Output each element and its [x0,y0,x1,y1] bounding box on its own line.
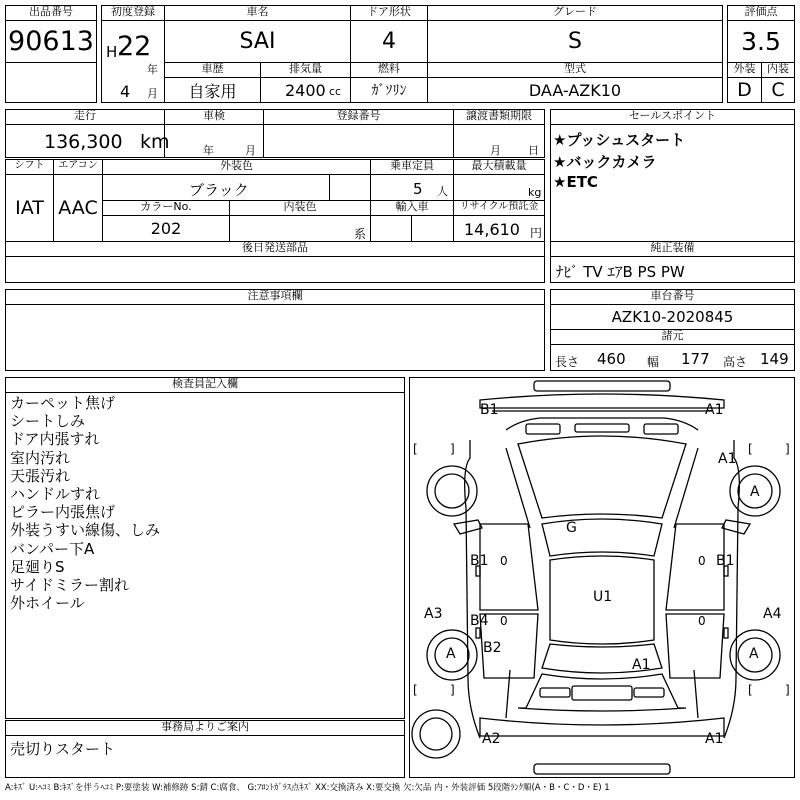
recycle-unit: 円 [530,226,543,240]
displacement: 2400 [285,81,326,100]
int-color-label: 内装色 [229,200,371,216]
doors: 4 [350,20,428,63]
equipment-cell [550,256,795,283]
aircon: AAC [53,174,103,242]
mileage-cell [5,124,170,158]
inspector-item: 天張汚れ [10,466,71,485]
max-load-cell [453,174,545,201]
dims-label: 諸元 [550,329,795,345]
bracket-close: ] [785,442,790,456]
height-label: 高さ [723,355,748,369]
mark-u1-roof: U1 [593,589,613,605]
mark-a3-left: A3 [424,606,443,622]
inspector-label: 検査員記入欄 [5,377,405,393]
displacement-unit: cc [329,85,342,98]
exterior-label: 外装 [727,62,762,78]
bracket-open: [ [748,683,753,697]
notes-cell [5,304,545,371]
office-cell [5,735,405,778]
model: DAA-AZK10 [427,77,723,103]
inspector-item: 外ホイール [10,594,85,613]
interior-grade: C [761,77,795,103]
reg-month: 4 [120,82,131,101]
int-color-suffix: 系 [354,227,367,241]
bracket-open: [ [413,683,418,697]
later-parts-label: 後日発送部品 [5,241,545,257]
model-label: 型式 [427,62,723,78]
lot-no-label: 出品番号 [5,5,97,21]
recycle: 14,610 [464,220,520,239]
mark-zero-right: 0 [698,554,706,568]
first-reg-label: 初度登録 [101,5,165,21]
mark-a-wheel-rear-right: A [749,646,759,662]
mark-a1-right-upper: A1 [718,451,737,467]
reg-no-cell [263,124,454,158]
chassis-label: 車台番号 [550,289,795,305]
mark-a1-trunk: A1 [632,657,651,673]
sales-point-item: ★バックカメラ [553,153,657,171]
aircon-label: エアコン [53,159,103,175]
recycle-cell [453,215,545,242]
equipment-label: 純正装備 [550,241,795,257]
transfer-docs-cell [453,124,545,158]
ext-color-cell [102,174,330,201]
import-cell-a [370,215,412,242]
color-no-label: カラーNo. [102,200,230,216]
inspection-year-unit: 年 [203,144,214,157]
height: 149 [760,350,789,368]
bracket-open: [ [413,442,418,456]
notes-label: 注意事項欄 [5,289,545,305]
score: 3.5 [727,20,795,63]
width-label: 幅 [647,355,660,369]
displacement-label: 排気量 [260,62,351,78]
sales-point-item: ★ETC [553,173,598,191]
import-label: 輸入車 [370,200,454,216]
dims-cell [550,344,795,371]
chassis-no: AZK10-2020845 [550,304,795,330]
mark-a2-bottom-left: A2 [482,731,501,747]
car-name: SAI [164,20,351,63]
ext-color-extra [329,174,371,201]
displacement-cell [260,77,351,103]
reg-month-unit: 月 [147,87,158,100]
mark-b1-top-left: B1 [480,402,499,418]
doors-label: ドア形状 [350,5,428,21]
office-message: 売切りスタート [10,740,116,758]
length: 460 [597,350,626,368]
fuel-label: 燃料 [350,62,428,78]
grade-label: グレード [427,5,723,21]
inspector-item: サイドミラー割れ [10,576,129,595]
reg-year: 22 [117,31,152,62]
max-load-unit: kg [528,186,542,199]
sales-points-label: セールスポイント [550,109,795,125]
lot-no: 90613 [5,20,97,63]
inspection-label: 車検 [164,109,264,125]
inspector-item: ドア内張すれ [10,430,100,449]
inspector-item: 足廻りS [10,557,65,576]
length-label: 長さ [555,355,580,369]
inspector-item: ピラー内張焦げ [10,503,116,522]
mileage: 136,300 [44,131,123,153]
inspector-item: 室内汚れ [10,448,71,467]
inspector-item: シートしみ [10,412,86,431]
mileage-unit: km [140,131,170,153]
era: H [106,43,118,61]
car-name-label: 車名 [164,5,351,21]
max-load-label: 最大積載量 [453,159,545,175]
transfer-month-unit: 月 [490,144,501,157]
bracket-open: [ [748,442,753,456]
ext-color: ブラック [189,181,249,199]
transfer-day-unit: 日 [528,144,539,157]
transfer-docs-label: 譲渡書類期限 [453,109,545,125]
first-reg-cell [101,20,165,103]
recycle-label: リサイクル預託金 [453,200,545,216]
score-label: 評価点 [727,5,795,21]
mark-b1-left: B1 [470,553,489,569]
capacity-unit: 人 [437,185,448,198]
sales-point-item: ★プッシュスタート [553,131,686,149]
bracket-close: ] [450,683,455,697]
inspection-cell [164,124,264,158]
mileage-label: 走行 [5,109,165,125]
history: 自家用 [164,77,261,103]
history-label: 車歴 [164,62,261,78]
shift: IAT [5,174,54,242]
mark-a-wheel-front-right: A [750,484,760,500]
capacity-label: 乗車定員 [370,159,454,175]
mark-a1-top-right: A1 [705,402,724,418]
mark-a4-right: A4 [763,606,782,622]
inspector-item: カーペット焦げ [10,394,116,412]
exterior-grade: D [727,77,762,103]
inspector-item: 外装うすい線傷、しみ [10,521,161,540]
capacity: 5 [413,180,423,198]
bracket-close: ] [450,442,455,456]
mark-b2-left: B2 [483,640,502,656]
inspector-item: バンパー下A [10,539,95,558]
mark-a-wheel-rear-left: A [446,646,456,662]
equipment-value: ﾅﾋﾞ TV ｴｱB PS PW [556,263,685,281]
mark-b4-left: B4 [470,613,489,629]
mark-a1-bottom-right: A1 [705,731,724,747]
int-color-cell [229,215,371,242]
ext-color-label: 外装色 [102,159,371,175]
mark-zero-left: 0 [500,554,508,568]
car-diagram [409,377,795,778]
bracket-close: ] [785,683,790,697]
later-parts-cell [5,256,545,283]
import-cell-b [411,215,454,242]
legend: A:ｷｽﾞ U:ﾍｺﾐ B:ｷｽﾞを伴うﾍｺﾐ P:要塗装 W:補修跡 S:錆 C:腐食、 G:ﾌﾛﾝﾄｶﾞﾗｽ点ｷｽﾞ XX:交換済み X:要交換 欠:欠品 内・外装評価 5段階ﾗﾝｸ順(A・B・C・D・E) 1 [5,783,610,793]
sales-points-cell [550,124,795,242]
car-outline-drawing [410,378,794,777]
capacity-cell [370,174,454,201]
interior-label: 内装 [761,62,795,78]
office-label: 事務局よりご案内 [5,720,405,736]
reg-no-label: 登録番号 [263,109,454,125]
inspector-item: ハンドルすれ [10,485,101,504]
grade: S [427,20,723,63]
mark-b1-right: B1 [716,553,735,569]
lot-no-blank [5,62,97,103]
color-no: 202 [102,215,230,242]
mark-zero-right2: 0 [698,614,706,628]
width: 177 [681,350,710,368]
shift-label: シフト [5,159,54,175]
reg-year-unit: 年 [147,63,158,76]
mark-zero-left2: 0 [500,614,508,628]
fuel: ｶﾞｿﾘﾝ [350,77,428,103]
inspector-list [10,394,160,612]
inspection-month-unit: 月 [245,144,256,157]
mark-g-hood: G [566,520,577,536]
